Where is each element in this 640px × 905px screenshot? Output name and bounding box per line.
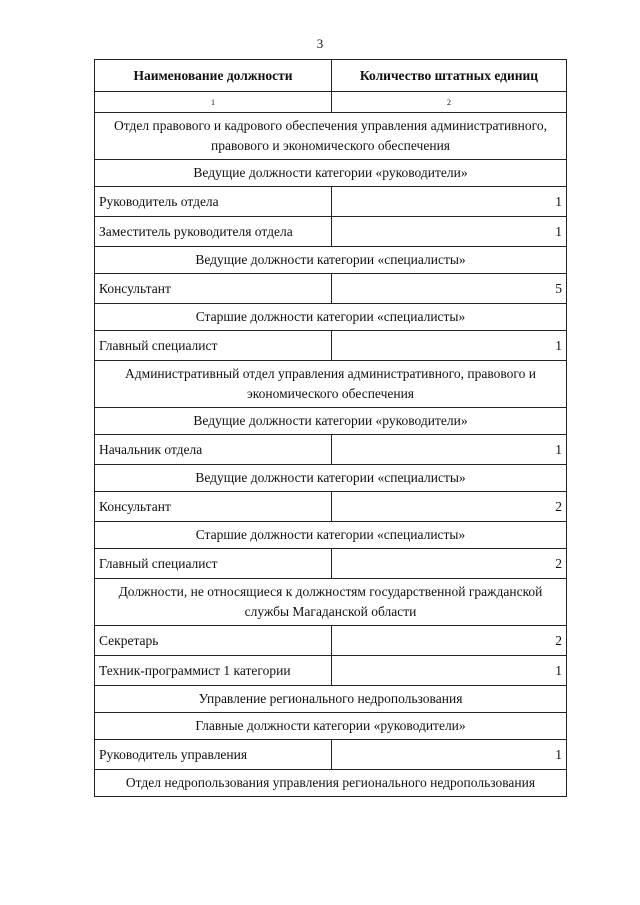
section-title: Должности, не относящиеся к должностям государственной гражданской службы Магаданской области: [95, 579, 567, 626]
position-row: [95, 656, 567, 686]
section-title: Ведущие должности категории «специалисты»: [95, 465, 567, 492]
section-row: [95, 770, 567, 797]
column-number-row: [95, 92, 567, 113]
section-title: Главные должности категории «руководители»: [95, 713, 567, 740]
section-row: [95, 304, 567, 331]
position-name: Заместитель руководителя отдела: [95, 217, 332, 247]
position-name: Секретарь: [95, 626, 332, 656]
section-row: [95, 465, 567, 492]
position-name: Консультант: [95, 492, 332, 522]
position-row: [95, 549, 567, 579]
position-row: [95, 331, 567, 361]
column-number-1: 1: [95, 92, 332, 113]
section-title: Управление регионального недропользования: [95, 686, 567, 713]
column-number-2: 2: [332, 92, 567, 113]
staff-count: 1: [332, 217, 567, 247]
staff-count: 1: [332, 331, 567, 361]
position-name: Техник-программист 1 категории: [95, 656, 332, 686]
section-row: [95, 408, 567, 435]
page-number: 3: [316, 36, 324, 51]
staff-count: 2: [332, 492, 567, 522]
staff-count: 2: [332, 626, 567, 656]
section-title: Ведущие должности категории «специалисты»: [95, 247, 567, 274]
position-row: [95, 217, 567, 247]
table-body: [95, 113, 567, 797]
section-title: Старшие должности категории «специалисты»: [95, 304, 567, 331]
section-title: Отдел недропользования управления регионального недропользования: [95, 770, 567, 797]
staff-count: 1: [332, 187, 567, 217]
staffing-table: [94, 59, 567, 797]
section-row: [95, 247, 567, 274]
staff-count: 1: [332, 656, 567, 686]
position-name: Начальник отдела: [95, 435, 332, 465]
section-row: [95, 713, 567, 740]
position-row: [95, 740, 567, 770]
staff-count: 1: [332, 435, 567, 465]
section-row: [95, 522, 567, 549]
section-title: Старшие должности категории «специалисты»: [95, 522, 567, 549]
position-name: Руководитель отдела: [95, 187, 332, 217]
section-row: [95, 579, 567, 626]
position-name: Консультант: [95, 274, 332, 304]
staff-count: 2: [332, 549, 567, 579]
section-title: Административный отдел управления административного, правового и экономического обеспечения: [95, 361, 567, 408]
position-row: [95, 187, 567, 217]
section-row: [95, 113, 567, 160]
position-name: Руководитель управления: [95, 740, 332, 770]
staff-count: 1: [332, 740, 567, 770]
header-row: [95, 60, 567, 92]
position-row: [95, 435, 567, 465]
section-title: Ведущие должности категории «руководители»: [95, 160, 567, 187]
position-row: [95, 492, 567, 522]
section-title: Отдел правового и кадрового обеспечения управления административного, правового и экономического обеспечения: [95, 113, 567, 160]
position-name: Главный специалист: [95, 331, 332, 361]
section-row: [95, 361, 567, 408]
header-position-name: Наименование должности: [95, 60, 332, 92]
header-staff-count: Количество штатных единиц: [332, 60, 567, 92]
section-title: Ведущие должности категории «руководители»: [95, 408, 567, 435]
section-row: [95, 160, 567, 187]
staff-count: 5: [332, 274, 567, 304]
position-row: [95, 274, 567, 304]
position-name: Главный специалист: [95, 549, 332, 579]
section-row: [95, 686, 567, 713]
position-row: [95, 626, 567, 656]
